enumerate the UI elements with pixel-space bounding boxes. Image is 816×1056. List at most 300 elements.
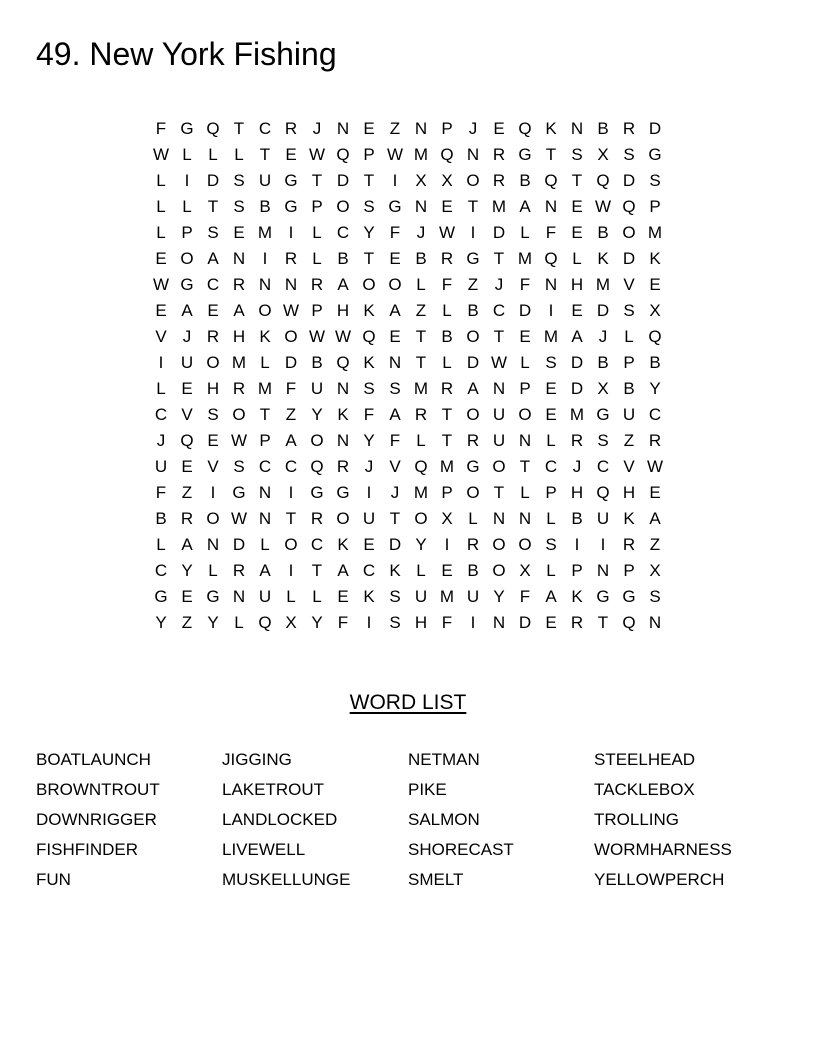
grid-letter: X	[597, 145, 609, 164]
word-list-item: BROWNTROUT	[36, 780, 160, 799]
grid-letter: T	[545, 145, 557, 164]
grid-letter: N	[544, 275, 558, 294]
grid-letter: D	[570, 353, 584, 372]
grid-letter: Z	[181, 613, 193, 632]
grid-letter: R	[180, 509, 194, 528]
grid-letter: W	[152, 275, 170, 294]
grid-letter: G	[336, 483, 350, 502]
grid-letter: T	[259, 145, 271, 164]
grid-letter: S	[649, 587, 661, 606]
grid-letter: R	[492, 171, 506, 190]
word-list-item: STEELHEAD	[594, 750, 696, 769]
grid-letter: P	[441, 483, 453, 502]
grid-letter: K	[649, 249, 661, 268]
grid-letter: L	[234, 613, 244, 632]
grid-letter: D	[466, 353, 480, 372]
grid-letter: R	[492, 145, 506, 164]
grid-letter: P	[623, 561, 635, 580]
grid-letter: D	[518, 301, 532, 320]
word-list-item: JIGGING	[222, 750, 292, 769]
grid-letter: S	[623, 301, 635, 320]
grid-letter: N	[570, 119, 584, 138]
grid-letter: O	[258, 301, 272, 320]
grid-letter: S	[233, 171, 245, 190]
grid-letter: P	[519, 379, 531, 398]
grid-letter: G	[206, 587, 220, 606]
grid-letter: D	[232, 535, 246, 554]
grid-letter: R	[336, 457, 350, 476]
grid-row	[148, 350, 668, 376]
word-list-item: SMELT	[408, 870, 464, 889]
grid-letter: O	[284, 327, 298, 346]
grid-letter: R	[284, 249, 298, 268]
grid-letter: B	[415, 249, 427, 268]
grid-letter: L	[624, 327, 634, 346]
grid-letter: H	[622, 483, 636, 502]
grid-letter: A	[259, 561, 271, 580]
grid-letter: L	[442, 301, 452, 320]
grid-letter: U	[180, 353, 194, 372]
grid-letter: M	[413, 145, 429, 164]
grid-letter: L	[546, 431, 556, 450]
grid-letter: T	[311, 171, 323, 190]
grid-letter: Z	[415, 301, 427, 320]
word-list-item: LIVEWELL	[222, 840, 306, 859]
grid-letter: T	[441, 431, 453, 450]
grid-letter: U	[492, 405, 506, 424]
grid-letter: Q	[310, 457, 324, 476]
grid-letter: L	[546, 509, 556, 528]
grid-letter: T	[389, 509, 401, 528]
grid-letter: L	[156, 171, 166, 190]
grid-letter: K	[571, 587, 583, 606]
word-list-item: WORMHARNESS	[594, 840, 732, 859]
grid-letter: L	[520, 353, 530, 372]
grid-letter: L	[286, 587, 296, 606]
grid-letter: Z	[623, 431, 635, 450]
grid-letter: X	[441, 509, 453, 528]
grid-letter: I	[158, 353, 164, 372]
grid-letter: U	[258, 171, 272, 190]
grid-letter: G	[284, 197, 298, 216]
grid-letter: E	[233, 223, 245, 242]
grid-letter: E	[389, 249, 401, 268]
grid-letter: E	[519, 327, 531, 346]
grid-letter: R	[232, 561, 246, 580]
grid-letter: J	[312, 119, 322, 138]
grid-letter: M	[257, 223, 273, 242]
grid-letter: M	[491, 197, 507, 216]
grid-letter: E	[207, 301, 219, 320]
grid-letter: N	[336, 379, 350, 398]
grid-letter: O	[466, 327, 480, 346]
grid-letter: S	[389, 587, 401, 606]
grid-letter: P	[571, 561, 583, 580]
grid-letter: Y	[181, 561, 193, 580]
grid-letter: E	[389, 327, 401, 346]
grid-letter: K	[259, 327, 271, 346]
grid-letter: O	[466, 405, 480, 424]
grid-letter: R	[570, 613, 584, 632]
grid-letter: P	[311, 301, 323, 320]
grid-letter: O	[362, 275, 376, 294]
grid-letter: E	[441, 197, 453, 216]
grid-letter: H	[336, 301, 350, 320]
grid-letter: A	[519, 197, 531, 216]
grid-letter: G	[284, 171, 298, 190]
grid-letter: N	[388, 353, 402, 372]
grid-letter: T	[571, 171, 583, 190]
grid-letter: I	[444, 535, 450, 554]
grid-row	[148, 584, 668, 610]
grid-letter: Z	[285, 405, 297, 424]
grid-letter: L	[156, 535, 166, 554]
grid-letter: E	[571, 197, 583, 216]
grid-letter: L	[416, 561, 426, 580]
grid-letter: N	[284, 275, 298, 294]
grid-row	[148, 428, 668, 454]
grid-letter: B	[597, 353, 609, 372]
grid-letter: Z	[181, 483, 193, 502]
grid-letter: E	[545, 613, 557, 632]
grid-letter: J	[156, 431, 166, 450]
grid-letter: S	[389, 379, 401, 398]
grid-letter: I	[392, 171, 398, 190]
grid-letter: G	[518, 145, 532, 164]
grid-letter: Q	[440, 145, 454, 164]
grid-letter: D	[648, 119, 662, 138]
grid-letter: O	[622, 223, 636, 242]
grid-letter: D	[336, 171, 350, 190]
grid-letter: N	[206, 535, 220, 554]
word-list-item: SALMON	[408, 810, 480, 829]
grid-letter: U	[362, 509, 376, 528]
grid-letter: X	[285, 613, 297, 632]
grid-letter: F	[519, 587, 531, 606]
grid-letter: U	[596, 509, 610, 528]
grid-letter: N	[596, 561, 610, 580]
grid-letter: R	[648, 431, 662, 450]
grid-letter: Z	[389, 119, 401, 138]
grid-letter: Y	[207, 613, 219, 632]
grid-row	[148, 610, 668, 636]
grid-letter: B	[467, 301, 479, 320]
grid-letter: V	[155, 327, 167, 346]
grid-letter: O	[180, 249, 194, 268]
grid-letter: N	[518, 431, 532, 450]
grid-letter: B	[467, 561, 479, 580]
grid-letter: T	[415, 327, 427, 346]
grid-letter: T	[493, 483, 505, 502]
grid-letter: R	[622, 119, 636, 138]
grid-letter: Y	[493, 587, 505, 606]
grid-letter: D	[388, 535, 402, 554]
grid-row	[148, 558, 668, 584]
grid-letter: K	[363, 587, 375, 606]
grid-letter: K	[337, 535, 349, 554]
grid-letter: S	[363, 379, 375, 398]
grid-letter: E	[571, 301, 583, 320]
grid-letter: T	[311, 561, 323, 580]
grid-row	[148, 506, 668, 532]
grid-letter: I	[288, 223, 294, 242]
grid-letter: N	[414, 197, 428, 216]
grid-letter: S	[207, 223, 219, 242]
grid-letter: B	[571, 509, 583, 528]
grid-letter: W	[230, 431, 248, 450]
grid-letter: E	[285, 145, 297, 164]
grid-letter: A	[285, 431, 297, 450]
grid-letter: A	[571, 327, 583, 346]
grid-letter: A	[181, 535, 193, 554]
grid-letter: O	[518, 405, 532, 424]
grid-letter: R	[622, 535, 636, 554]
grid-letter: E	[155, 301, 167, 320]
grid-letter: H	[206, 379, 220, 398]
grid-letter: E	[363, 119, 375, 138]
grid-letter: L	[260, 535, 270, 554]
grid-letter: R	[466, 431, 480, 450]
grid-letter: I	[366, 483, 372, 502]
grid-letter: B	[259, 197, 271, 216]
grid-letter: B	[155, 509, 167, 528]
grid-letter: X	[649, 561, 661, 580]
grid-letter: G	[388, 197, 402, 216]
word-list	[36, 745, 780, 895]
grid-letter: J	[468, 119, 478, 138]
grid-letter: O	[284, 535, 298, 554]
grid-letter: U	[414, 587, 428, 606]
grid-letter: A	[389, 405, 401, 424]
grid-letter: W	[490, 353, 508, 372]
grid-letter: L	[416, 431, 426, 450]
word-list-item: TROLLING	[594, 810, 680, 829]
grid-letter: C	[492, 301, 506, 320]
grid-letter: W	[308, 327, 326, 346]
grid-letter: J	[572, 457, 582, 476]
word-search-grid	[148, 116, 668, 636]
grid-letter: U	[492, 431, 506, 450]
grid-letter: Q	[336, 145, 350, 164]
grid-letter: L	[468, 509, 478, 528]
grid-letter: D	[206, 171, 220, 190]
grid-letter: G	[466, 457, 480, 476]
grid-letter: E	[181, 457, 193, 476]
grid-letter: L	[156, 379, 166, 398]
grid-letter: Q	[258, 613, 272, 632]
grid-letter: X	[519, 561, 531, 580]
grid-letter: T	[363, 171, 375, 190]
grid-letter: F	[545, 223, 557, 242]
word-list-item: DOWNRIGGER	[36, 810, 157, 829]
grid-letter: G	[232, 483, 246, 502]
grid-letter: G	[310, 483, 324, 502]
grid-letter: C	[206, 275, 220, 294]
grid-letter: E	[649, 275, 661, 294]
grid-letter: G	[180, 119, 194, 138]
grid-letter: L	[546, 561, 556, 580]
grid-letter: R	[440, 379, 454, 398]
grid-letter: F	[155, 119, 167, 138]
grid-letter: N	[518, 509, 532, 528]
grid-letter: Q	[544, 249, 558, 268]
grid-letter: N	[492, 509, 506, 528]
grid-letter: C	[336, 223, 350, 242]
grid-letter: B	[311, 353, 323, 372]
grid-letter: J	[494, 275, 504, 294]
grid-letter: E	[363, 535, 375, 554]
grid-letter: L	[572, 249, 582, 268]
grid-letter: M	[543, 327, 559, 346]
grid-row	[148, 142, 668, 168]
grid-letter: B	[441, 327, 453, 346]
grid-letter: J	[364, 457, 374, 476]
grid-row	[148, 298, 668, 324]
grid-letter: O	[388, 275, 402, 294]
grid-letter: L	[260, 353, 270, 372]
grid-letter: L	[156, 223, 166, 242]
grid-letter: X	[415, 171, 427, 190]
grid-letter: P	[181, 223, 193, 242]
grid-letter: V	[389, 457, 401, 476]
grid-letter: R	[570, 431, 584, 450]
grid-letter: E	[441, 561, 453, 580]
grid-letter: C	[154, 405, 168, 424]
grid-letter: G	[622, 587, 636, 606]
grid-letter: P	[259, 431, 271, 450]
grid-letter: N	[414, 119, 428, 138]
grid-letter: C	[648, 405, 662, 424]
grid-letter: N	[258, 483, 272, 502]
grid-letter: X	[441, 171, 453, 190]
grid-letter: E	[649, 483, 661, 502]
grid-row	[148, 168, 668, 194]
grid-letter: E	[545, 405, 557, 424]
grid-letter: V	[181, 405, 193, 424]
grid-letter: I	[288, 483, 294, 502]
grid-letter: S	[545, 353, 557, 372]
grid-letter: Y	[155, 613, 167, 632]
grid-letter: W	[646, 457, 664, 476]
grid-letter: Q	[544, 171, 558, 190]
word-list-item: TACKLEBOX	[594, 780, 695, 799]
grid-letter: H	[414, 613, 428, 632]
grid-letter: T	[493, 327, 505, 346]
grid-letter: G	[596, 405, 610, 424]
grid-letter: C	[258, 119, 272, 138]
grid-letter: L	[312, 223, 322, 242]
grid-letter: S	[571, 145, 583, 164]
grid-letter: L	[208, 145, 218, 164]
grid-letter: J	[416, 223, 426, 242]
grid-letter: O	[336, 197, 350, 216]
grid-letter: Y	[363, 223, 375, 242]
grid-letter: M	[257, 379, 273, 398]
word-list-item: SHORECAST	[408, 840, 514, 859]
grid-letter: E	[155, 249, 167, 268]
grid-letter: N	[544, 197, 558, 216]
grid-letter: E	[493, 119, 505, 138]
grid-letter: I	[262, 249, 268, 268]
grid-letter: S	[649, 171, 661, 190]
grid-letter: Q	[648, 327, 662, 346]
grid-letter: O	[492, 561, 506, 580]
grid-row	[148, 194, 668, 220]
grid-letter: T	[597, 613, 609, 632]
grid-letter: Z	[649, 535, 661, 554]
grid-letter: C	[362, 561, 376, 580]
grid-letter: U	[466, 587, 480, 606]
grid-letter: K	[389, 561, 401, 580]
grid-letter: W	[230, 509, 248, 528]
grid-letter: Q	[596, 171, 610, 190]
grid-letter: L	[234, 145, 244, 164]
grid-letter: N	[466, 145, 480, 164]
grid-letter: K	[597, 249, 609, 268]
grid-letter: M	[439, 587, 455, 606]
grid-letter: T	[363, 249, 375, 268]
grid-letter: Q	[336, 353, 350, 372]
grid-letter: S	[233, 197, 245, 216]
grid-letter: L	[182, 197, 192, 216]
grid-letter: I	[288, 561, 294, 580]
grid-letter: X	[597, 379, 609, 398]
grid-letter: L	[156, 197, 166, 216]
grid-letter: G	[154, 587, 168, 606]
grid-letter: L	[312, 249, 322, 268]
grid-letter: O	[518, 535, 532, 554]
grid-letter: O	[310, 431, 324, 450]
grid-letter: A	[337, 275, 349, 294]
grid-letter: E	[181, 379, 193, 398]
grid-row	[148, 220, 668, 246]
grid-letter: H	[570, 483, 584, 502]
grid-letter: O	[232, 405, 246, 424]
grid-letter: K	[363, 301, 375, 320]
grid-letter: J	[598, 327, 608, 346]
grid-letter: R	[232, 275, 246, 294]
grid-letter: F	[363, 405, 375, 424]
grid-row	[148, 532, 668, 558]
grid-letter: F	[389, 223, 401, 242]
grid-letter: I	[470, 223, 476, 242]
grid-letter: N	[232, 249, 246, 268]
grid-letter: M	[647, 223, 663, 242]
grid-letter: I	[366, 613, 372, 632]
grid-letter: H	[570, 275, 584, 294]
grid-letter: V	[207, 457, 219, 476]
grid-letter: N	[258, 275, 272, 294]
grid-letter: B	[519, 171, 531, 190]
grid-row	[148, 116, 668, 142]
grid-letter: Y	[649, 379, 661, 398]
grid-row	[148, 454, 668, 480]
grid-letter: A	[649, 509, 661, 528]
word-list-item: FUN	[36, 870, 71, 889]
grid-letter: L	[520, 483, 530, 502]
grid-letter: M	[517, 249, 533, 268]
grid-letter: U	[154, 457, 168, 476]
grid-letter: L	[442, 353, 452, 372]
grid-letter: D	[596, 301, 610, 320]
grid-letter: P	[649, 197, 661, 216]
grid-letter: S	[363, 197, 375, 216]
word-list-item: PIKE	[408, 780, 447, 799]
grid-letter: P	[545, 483, 557, 502]
grid-row	[148, 324, 668, 350]
grid-letter: B	[623, 379, 635, 398]
grid-letter: S	[389, 613, 401, 632]
